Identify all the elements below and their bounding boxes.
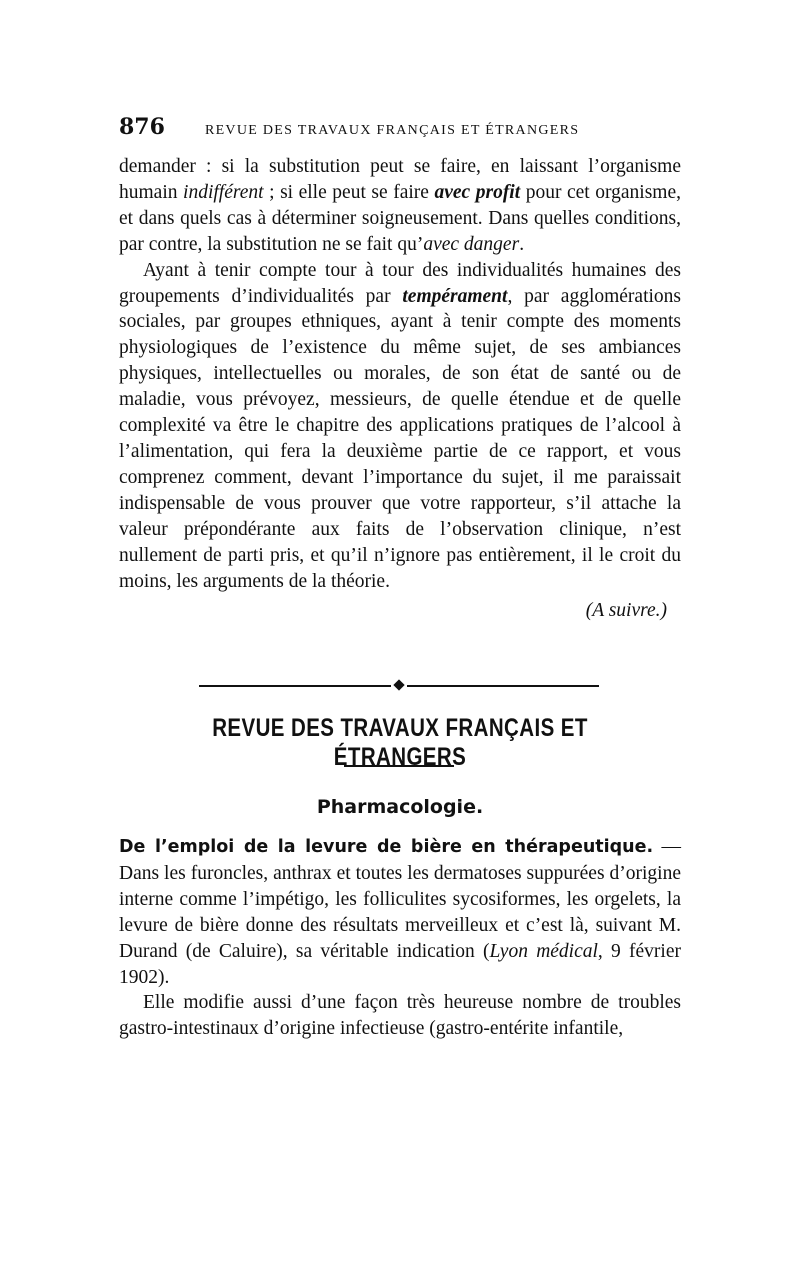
section-title: REVUE DES TRAVAUX FRANÇAIS ET ÉTRANGERS [212,714,588,771]
diamond-ornament-icon [393,679,404,690]
paragraph-1: demander : si la substitution peut se faire, en laissant l’organisme humain indifférent ; si elle peut se faire avec profit pour cet organisme, et dans quels cas à déterminer soigneusement. Dans quelles conditions, par contre, la substitution ne se fait qu’avec danger. [119,156,682,255]
title-rule [344,765,454,767]
subsection-title: Pharmacologie. [316,796,484,818]
page-header [119,114,679,140]
article-body [119,834,681,1042]
a-suivre-note: (A suivre.) [585,600,667,622]
article-continuation [119,154,681,624]
article-lead: De l’emploi de la levure de bière en thérapeutique. [119,837,654,857]
section-separator [199,678,599,694]
running-head: REVUE DES TRAVAUX FRANÇAIS ET ÉTRANGERS [204,123,580,138]
article-paragraph-2: Elle modifie aussi d’une façon très heureuse nombre de troubles gastro-intestinaux d’origine infectieuse (gastro-entérite infantile, [119,992,681,1040]
article-paragraph-1: De l’emploi de la levure de bière en thérapeutique. — Dans les furoncles, anthrax et toutes les dermatoses suppurées d’origine interne comme l’impétigo, les folliculites sycosiformes, les orgelets, la levure de bière donne des résultats merveilleux et c’est là, suivant M. Durand (de Caluire), sa véritable indication (Lyon médical, 9 février 1902). [119,836,682,988]
page-number: 876 [119,114,165,140]
paragraph-2: Ayant à tenir compte tour à tour des individualités humaines des groupements d’individualités par tempérament, par agglomérations sociales, par groupes ethniques, ayant à tenir compte des moments physiologiques de l’existence du même sujet, de ses ambiances physiques, intellectuelles ou morales, de son état de santé ou de maladie, vous prévoyez, messieurs, de quelle étendue et de quelle complexité va être le chapitre des applications pratiques de l’alcool à l’alimentation, qui fera la deuxième partie de ce rapport, et vous comprenez comment, devant l’importance du sujet, il me paraissait indispensable de vous prouver que votre rapporteur, s’il attache la valeur prépondérante aux faits de l’observation clinique, n’est nullement de parti pris, et qu’il n’ignore pas entièrement, il le croit du moins, les arguments de la théorie. [119,259,682,592]
